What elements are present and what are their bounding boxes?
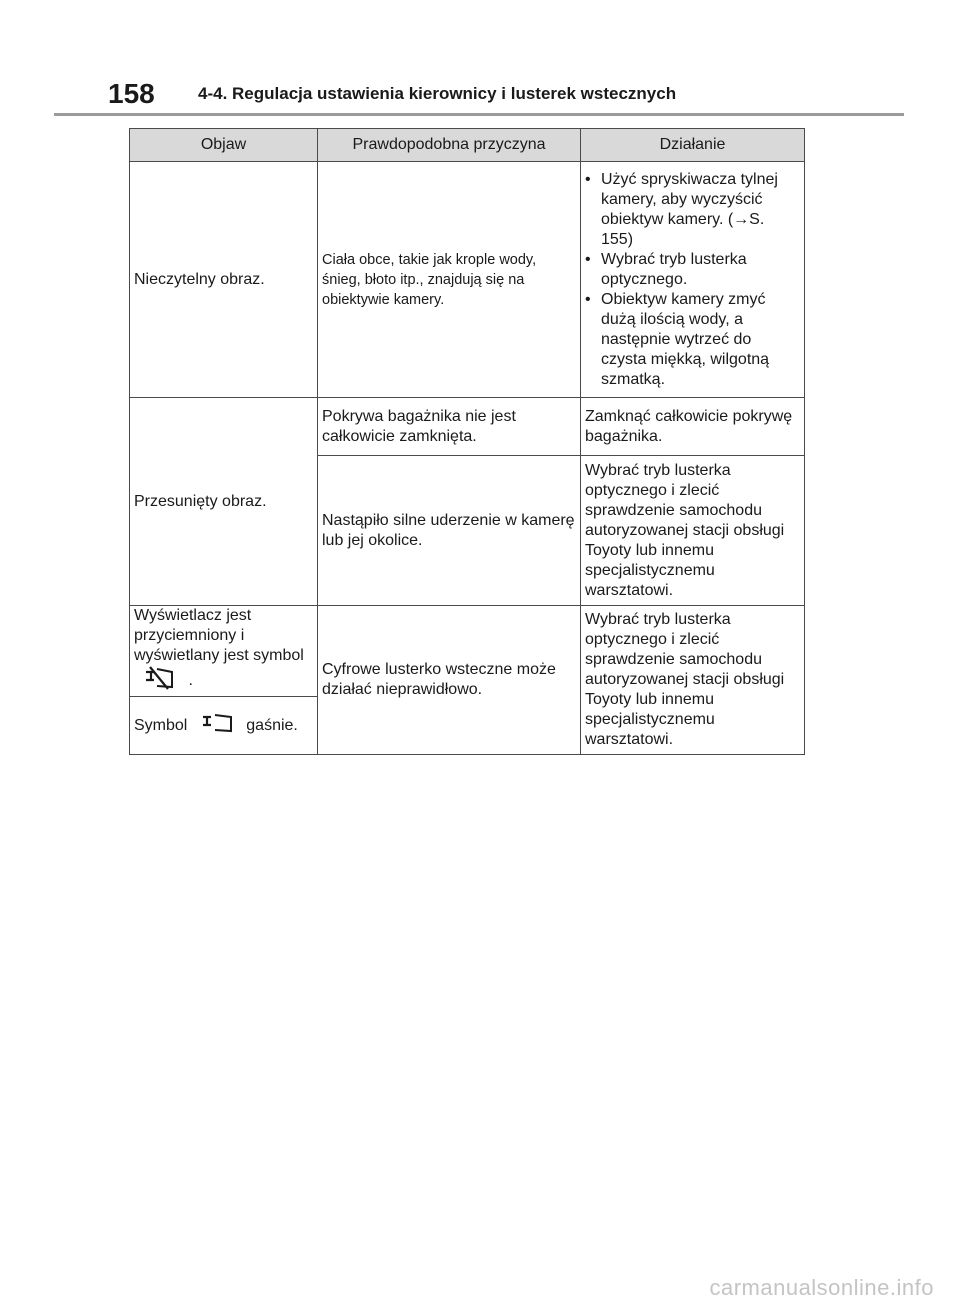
troubleshooting-table	[129, 128, 805, 755]
cause-cell: Pokrywa bagażnika nie jest całkowicie zamknięta.	[318, 398, 581, 456]
action-cell: Zamknąć całkowicie pokrywę bagażnika.	[581, 398, 805, 456]
cause-cell: Ciała obce, takie jak krople wody, śnieg, błoto itp., znajdują się na obiektywie kamery.	[318, 162, 581, 398]
symptom-cell: Nieczytelny obraz.	[130, 162, 318, 398]
table-row	[130, 606, 805, 697]
list-item: • Obiektyw kamery zmyć dużą ilością wody, a następnie wytrzeć do czysta miękką, wilgotną szmatką.	[585, 290, 800, 390]
symptom-text-end: gaśnie.	[246, 716, 298, 734]
column-header-cause: Prawdopodobna przyczyna	[318, 129, 581, 162]
header-divider	[54, 113, 904, 116]
table-row	[130, 162, 805, 398]
camera-mirror-slash-icon	[142, 666, 176, 696]
symptom-text-end: .	[188, 672, 193, 690]
table-row	[130, 398, 805, 456]
list-item: • Użyć spryskiwacza tylnej kamery, aby wyczyścić obiektyw kamery. (→S. 155)	[585, 170, 800, 250]
symptom-text: Symbol	[134, 716, 188, 734]
symptom-cell: Przesunięty obraz.	[130, 398, 318, 606]
symptom-text: Wyświetlacz jest przyciemniony i wyświetlany jest symbol	[134, 607, 304, 664]
column-header-symptom: Objaw	[130, 129, 318, 162]
column-header-action: Działanie	[581, 129, 805, 162]
watermark: carmanualsonline.info	[709, 1275, 934, 1300]
symptom-cell	[130, 606, 318, 697]
action-cell: Wybrać tryb lusterka optycznego i zlecić sprawdzenie samochodu autoryzowanej stacji obsługi Toyoty lub innemu specjalistycznemu warsztatowi.	[581, 456, 805, 606]
symptom-cell	[130, 697, 318, 755]
list-item: • Wybrać tryb lusterka optycznego.	[585, 250, 800, 290]
action-list	[585, 170, 800, 390]
cause-cell: Nastąpiło silne uderzenie w kamerę lub jej okolice.	[318, 456, 581, 606]
page-number: 158	[108, 78, 155, 109]
camera-mirror-icon	[200, 711, 234, 741]
table-header-row	[130, 129, 805, 162]
action-cell: Wybrać tryb lusterka optycznego i zlecić sprawdzenie samochodu autoryzowanej stacji obsługi Toyoty lub innemu specjalistycznemu warsztatowi.	[581, 606, 805, 755]
section-title: 4-4. Regulacja ustawienia kierownicy i lusterek wstecznych	[198, 84, 677, 103]
action-cell	[581, 162, 805, 398]
cause-cell: Cyfrowe lusterko wsteczne może działać nieprawidłowo.	[318, 606, 581, 755]
